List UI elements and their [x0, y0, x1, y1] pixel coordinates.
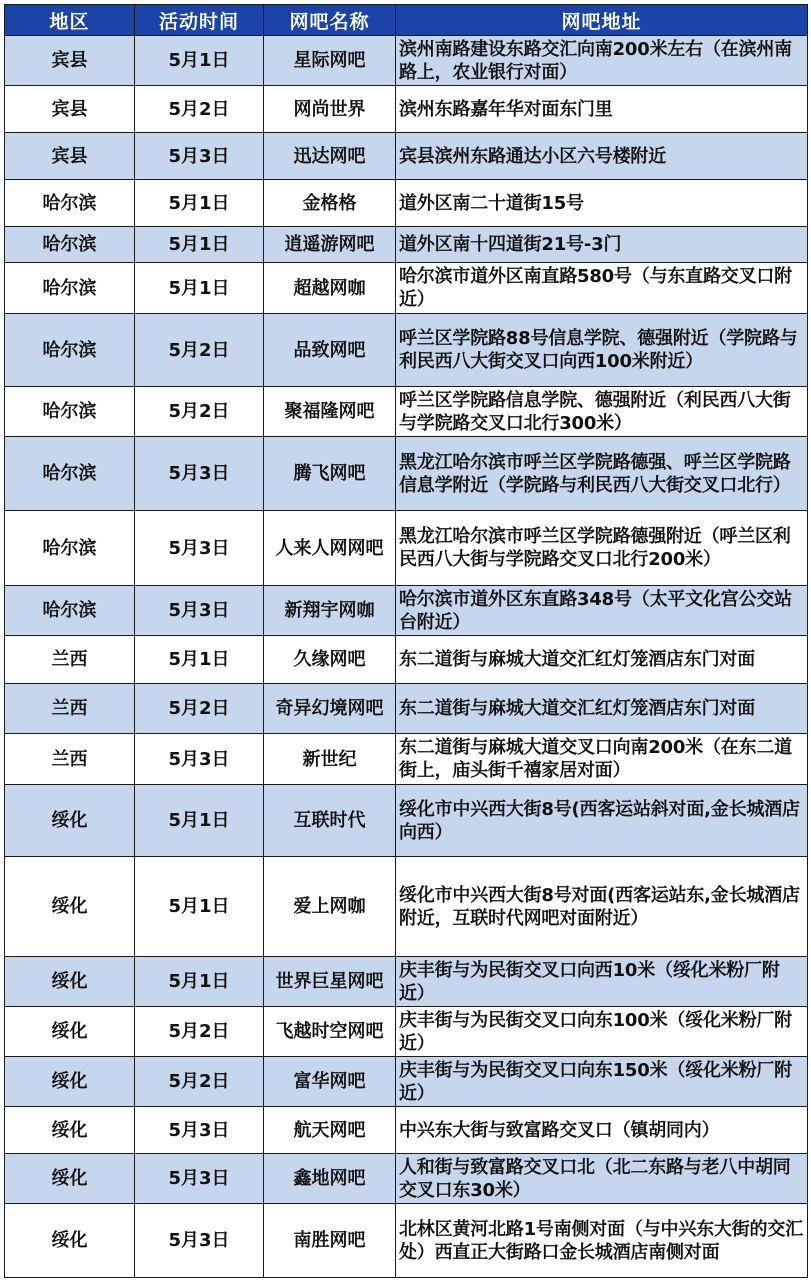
- table-row: [5, 1007, 808, 1057]
- date-cell: 5月3日: [135, 437, 264, 511]
- address-cell: 呼兰区学院路88号信息学院、德强附近（学院路与利民西八大街交叉口向西100米附近）: [396, 314, 808, 387]
- table-row: [5, 511, 808, 586]
- region-cell: 兰西: [5, 636, 135, 684]
- date-cell: 5月3日: [135, 1107, 264, 1154]
- cafe-name-cell: 品致网吧: [264, 314, 396, 387]
- address-cell: 庆丰街与为民街交叉口向东150米（绥化米粉厂附近）: [396, 1057, 808, 1107]
- cafe-name-cell: 飞越时空网吧: [264, 1007, 396, 1057]
- cafe-name-cell: 新世纪: [264, 734, 396, 785]
- region-cell: 绥化: [5, 1007, 135, 1057]
- date-cell: 5月2日: [135, 314, 264, 387]
- region-cell: 绥化: [5, 1204, 135, 1278]
- address-cell: 道外区南十四道街21号-3门: [396, 227, 808, 263]
- region-cell: 哈尔滨: [5, 263, 135, 314]
- date-cell: 5月2日: [135, 387, 264, 437]
- cafe-name-cell: 奇异幻境网吧: [264, 684, 396, 734]
- region-cell: 宾县: [5, 86, 135, 133]
- date-cell: 5月1日: [135, 36, 264, 86]
- date-cell: 5月2日: [135, 684, 264, 734]
- header-cafe-name: 网吧名称: [264, 5, 396, 36]
- address-cell: 中兴东大街与致富路交叉口（镇胡同内）: [396, 1107, 808, 1154]
- address-cell: 哈尔滨市道外区南直路580号（与东直路交叉口附近）: [396, 263, 808, 314]
- address-cell: 北林区黄河北路1号南侧对面（与中兴东大街的交汇处）西直正大街路口金长城酒店南侧对面: [396, 1204, 808, 1278]
- header-address: 网吧地址: [396, 5, 808, 36]
- region-cell: 哈尔滨: [5, 437, 135, 511]
- table-row: [5, 263, 808, 314]
- table-row: [5, 36, 808, 86]
- region-cell: 绥化: [5, 857, 135, 957]
- table-row: [5, 1154, 808, 1204]
- address-cell: 人和街与致富路交叉口北（北二东路与老八中胡同交叉口东30米）: [396, 1154, 808, 1204]
- date-cell: 5月3日: [135, 1204, 264, 1278]
- cafe-name-cell: 人来人网网吧: [264, 511, 396, 586]
- address-cell: 滨州南路建设东路交汇向南200米左右（在滨州南路上，农业银行对面）: [396, 36, 808, 86]
- table-row: [5, 86, 808, 133]
- cafe-name-cell: 航天网吧: [264, 1107, 396, 1154]
- address-cell: 庆丰街与为民街交叉口向东100米（绥化米粉厂附近）: [396, 1007, 808, 1057]
- table-row: [5, 133, 808, 180]
- date-cell: 5月3日: [135, 734, 264, 785]
- address-cell: 绥化市中兴西大街8号(西客运站斜对面,金长城酒店向西）: [396, 785, 808, 857]
- region-cell: 哈尔滨: [5, 180, 135, 227]
- address-cell: 道外区南二十道街15号: [396, 180, 808, 227]
- date-cell: 5月1日: [135, 857, 264, 957]
- address-cell: 绥化市中兴西大街8号对面(西客运站东,金长城酒店附近，互联时代网吧对面附近）: [396, 857, 808, 957]
- region-cell: 哈尔滨: [5, 511, 135, 586]
- region-cell: 哈尔滨: [5, 586, 135, 636]
- region-cell: 哈尔滨: [5, 227, 135, 263]
- date-cell: 5月2日: [135, 86, 264, 133]
- address-cell: 黑龙江哈尔滨市呼兰区学院路德强附近（呼兰区利民西八大街与学院路交叉口北行200米）: [396, 511, 808, 586]
- table-row: [5, 437, 808, 511]
- table-row: [5, 857, 808, 957]
- cafe-name-cell: 爱上网咖: [264, 857, 396, 957]
- table-row: [5, 684, 808, 734]
- region-cell: 兰西: [5, 734, 135, 785]
- cafe-name-cell: 富华网吧: [264, 1057, 396, 1107]
- cafe-name-cell: 迅达网吧: [264, 133, 396, 180]
- region-cell: 绥化: [5, 785, 135, 857]
- cafe-name-cell: 互联时代: [264, 785, 396, 857]
- date-cell: 5月3日: [135, 511, 264, 586]
- cafe-name-cell: 新翔宇网咖: [264, 586, 396, 636]
- cafe-name-cell: 世界巨星网吧: [264, 957, 396, 1007]
- table-header-row: [5, 5, 808, 36]
- table-row: [5, 387, 808, 437]
- date-cell: 5月1日: [135, 180, 264, 227]
- header-region: 地区: [5, 5, 135, 36]
- cafe-name-cell: 腾飞网吧: [264, 437, 396, 511]
- table-row: [5, 957, 808, 1007]
- table-row: [5, 227, 808, 263]
- region-cell: 绥化: [5, 1107, 135, 1154]
- cafe-name-cell: 南胜网吧: [264, 1204, 396, 1278]
- cafe-name-cell: 久缘网吧: [264, 636, 396, 684]
- cafe-name-cell: 金格格: [264, 180, 396, 227]
- cafe-name-cell: 星际网吧: [264, 36, 396, 86]
- date-cell: 5月3日: [135, 1154, 264, 1204]
- address-cell: 黑龙江哈尔滨市呼兰区学院路德强、呼兰区学院路信息学附近（学院路与利民西八大街交叉口北行）: [396, 437, 808, 511]
- table-row: [5, 1107, 808, 1154]
- date-cell: 5月2日: [135, 1007, 264, 1057]
- region-cell: 绥化: [5, 957, 135, 1007]
- cafe-name-cell: 网尚世界: [264, 86, 396, 133]
- region-cell: 绥化: [5, 1154, 135, 1204]
- address-cell: 宾县滨州东路通达小区六号楼附近: [396, 133, 808, 180]
- table-row: [5, 1057, 808, 1107]
- date-cell: 5月1日: [135, 636, 264, 684]
- address-cell: 呼兰区学院路信息学院、德强附近（利民西八大街与学院路交叉口北行300米）: [396, 387, 808, 437]
- cafe-name-cell: 鑫地网吧: [264, 1154, 396, 1204]
- address-cell: 庆丰街与为民街交叉口向西10米（绥化米粉厂附近）: [396, 957, 808, 1007]
- date-cell: 5月1日: [135, 227, 264, 263]
- region-cell: 绥化: [5, 1057, 135, 1107]
- date-cell: 5月1日: [135, 785, 264, 857]
- table-row: [5, 586, 808, 636]
- date-cell: 5月1日: [135, 957, 264, 1007]
- internet-cafe-table: [4, 4, 808, 1278]
- cafe-name-cell: 聚福隆网吧: [264, 387, 396, 437]
- table-row: [5, 785, 808, 857]
- date-cell: 5月3日: [135, 586, 264, 636]
- table-row: [5, 636, 808, 684]
- header-date: 活动时间: [135, 5, 264, 36]
- table-row: [5, 1204, 808, 1278]
- date-cell: 5月3日: [135, 133, 264, 180]
- cafe-name-cell: 超越网咖: [264, 263, 396, 314]
- address-cell: 哈尔滨市道外区东直路348号（太平文化宫公交站台附近）: [396, 586, 808, 636]
- region-cell: 兰西: [5, 684, 135, 734]
- address-cell: 东二道街与麻城大道交汇红灯笼酒店东门对面: [396, 684, 808, 734]
- table-row: [5, 314, 808, 387]
- region-cell: 哈尔滨: [5, 387, 135, 437]
- address-cell: 滨州东路嘉年华对面东门里: [396, 86, 808, 133]
- table-row: [5, 734, 808, 785]
- region-cell: 宾县: [5, 36, 135, 86]
- region-cell: 宾县: [5, 133, 135, 180]
- table-row: [5, 180, 808, 227]
- cafe-name-cell: 逍遥游网吧: [264, 227, 396, 263]
- region-cell: 哈尔滨: [5, 314, 135, 387]
- date-cell: 5月1日: [135, 263, 264, 314]
- address-cell: 东二道街与麻城大道交汇红灯笼酒店东门对面: [396, 636, 808, 684]
- address-cell: 东二道街与麻城大道交叉口向南200米（在东二道街上，庙头街千禧家居对面）: [396, 734, 808, 785]
- date-cell: 5月2日: [135, 1057, 264, 1107]
